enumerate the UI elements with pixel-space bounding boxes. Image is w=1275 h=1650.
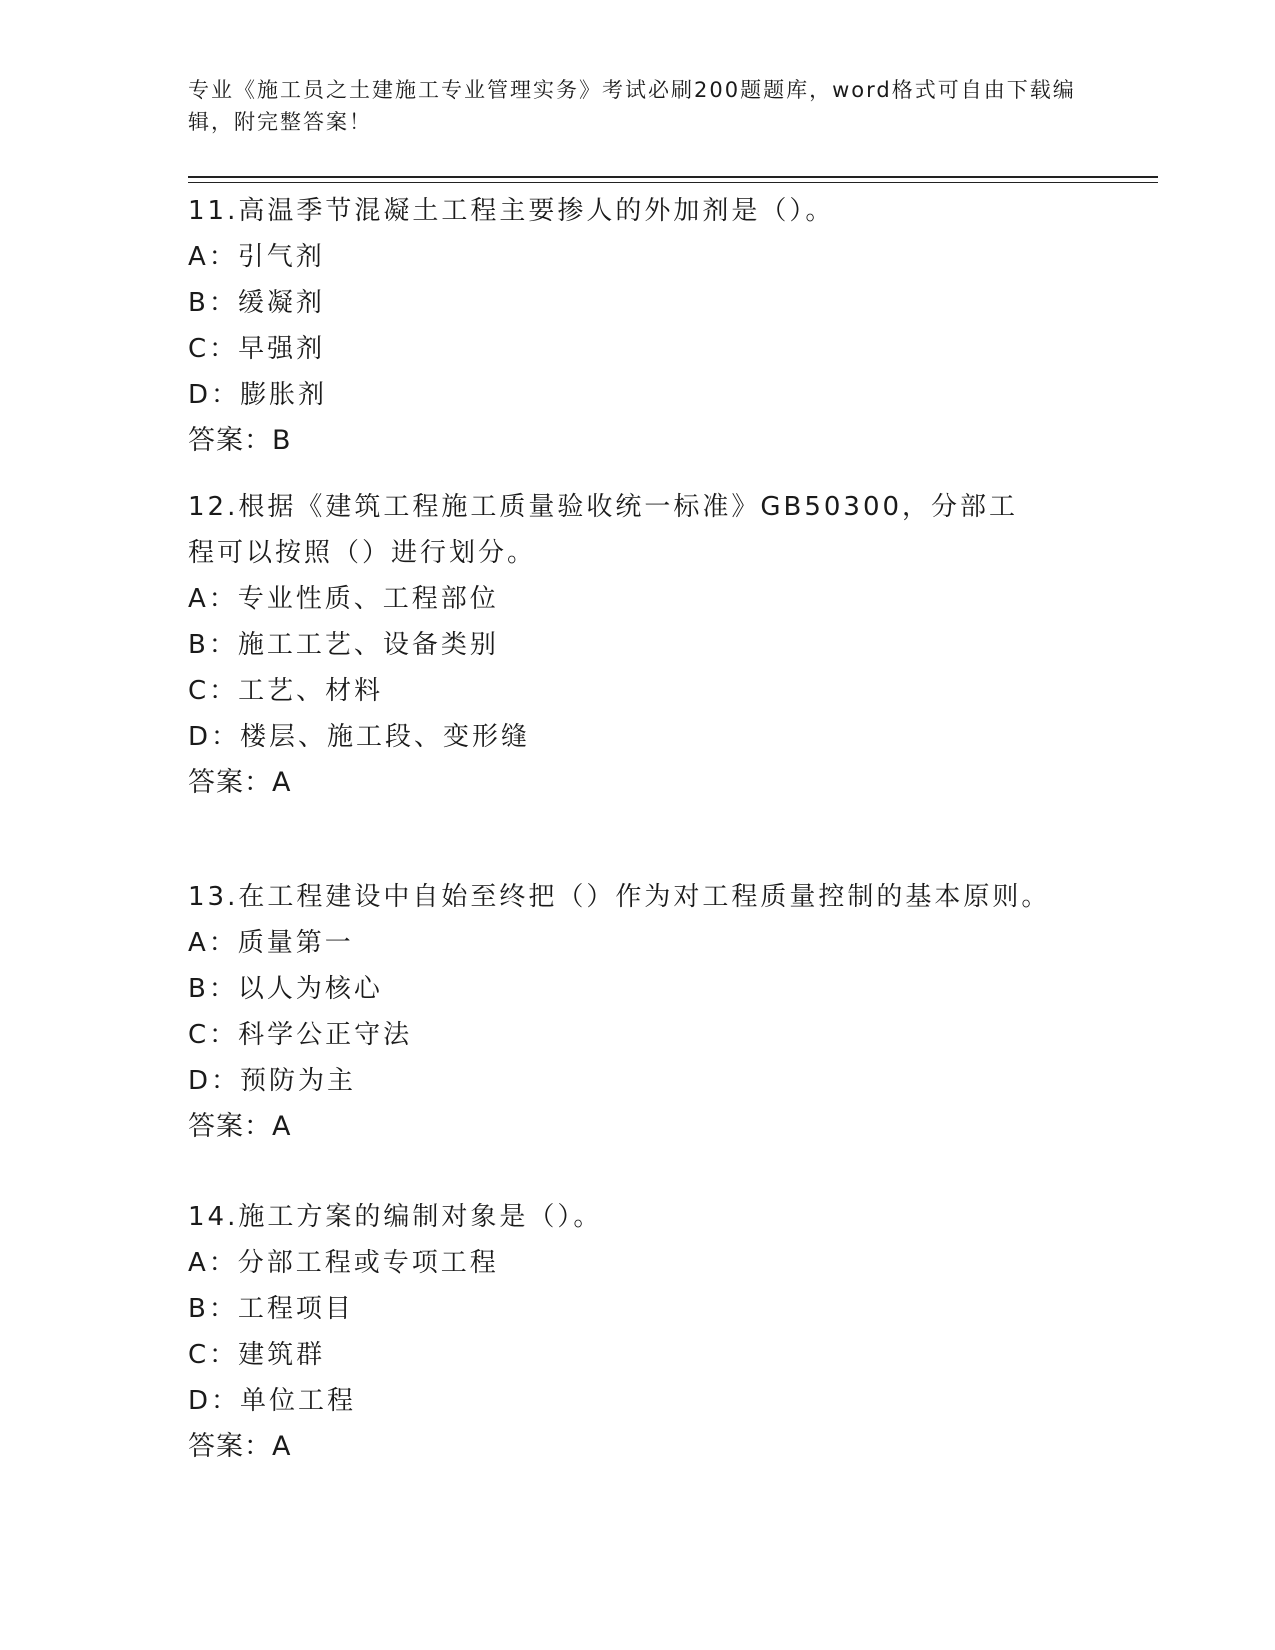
option-b: B：工程项目 <box>188 1294 354 1324</box>
answer-label: 答案：A <box>188 1111 292 1142</box>
option-c: C：建筑群 <box>188 1340 326 1370</box>
question-stem: 13.在工程建设中自始至终把（）作为对工程质量控制的基本原则。 <box>188 882 1051 912</box>
answer-label: 答案：B <box>188 425 292 456</box>
option-a: A：分部工程或专项工程 <box>188 1248 499 1278</box>
option-c: C：科学公正守法 <box>188 1020 413 1050</box>
header-divider-thick <box>188 176 1158 178</box>
header-divider-thin <box>188 182 1158 183</box>
answer-label: 答案：A <box>188 1431 292 1462</box>
option-d: D：单位工程 <box>188 1386 357 1416</box>
option-c: C：工艺、材料 <box>188 676 384 706</box>
question-14 <box>188 1194 1088 1470</box>
option-d: D：楼层、施工段、变形缝 <box>188 722 531 752</box>
question-13 <box>188 874 1088 1150</box>
question-stem: 11.高温季节混凝土工程主要掺人的外加剂是（）。 <box>188 196 835 226</box>
question-stem: 14.施工方案的编制对象是（）。 <box>188 1202 603 1232</box>
document-header: 专业《施工员之土建施工专业管理实务》考试必刷200题题库，word格式可自由下载编辑，附完整答案！ <box>188 78 1076 134</box>
option-c: C：早强剂 <box>188 334 326 364</box>
option-a: A：引气剂 <box>188 242 325 272</box>
option-a: A：质量第一 <box>188 928 354 958</box>
option-b: B：缓凝剂 <box>188 288 325 318</box>
answer-label: 答案：A <box>188 767 292 798</box>
question-11 <box>188 188 1088 464</box>
option-b: B：施工工艺、设备类别 <box>188 630 499 660</box>
option-d: D：预防为主 <box>188 1066 357 1096</box>
question-12 <box>188 484 1038 806</box>
question-stem: 12.根据《建筑工程施工质量验收统一标准》GB50300，分部工程可以按照（）进行划分。 <box>188 492 1019 568</box>
option-b: B：以人为核心 <box>188 974 383 1004</box>
option-d: D：膨胀剂 <box>188 380 328 410</box>
option-a: A：专业性质、工程部位 <box>188 584 499 614</box>
